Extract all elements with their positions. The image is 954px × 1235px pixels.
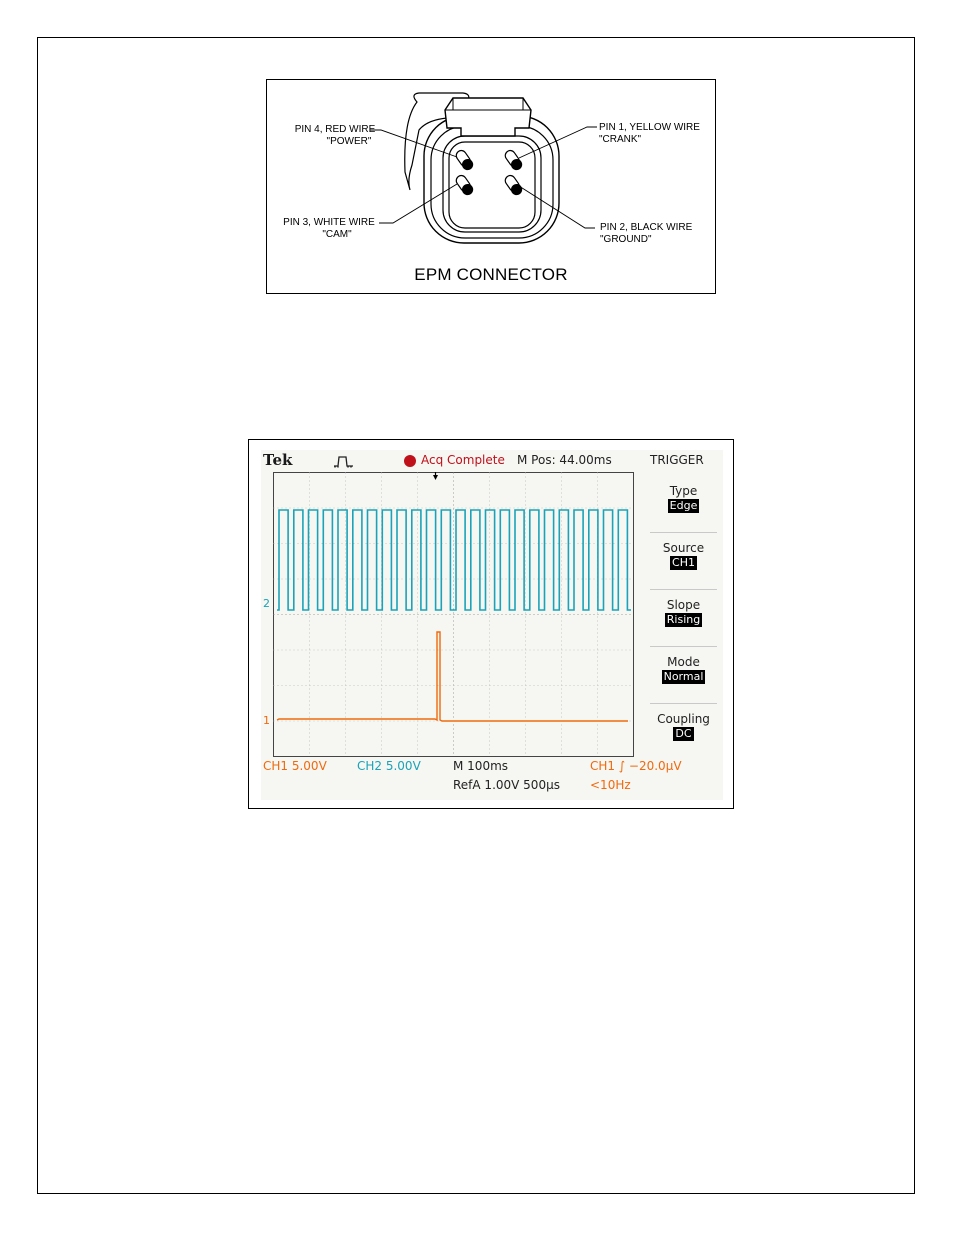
pin1-function: "CRANK": [599, 134, 642, 145]
pin4-label: [279, 124, 391, 148]
pin2-name: PIN 2, BLACK WIRE: [600, 222, 693, 233]
acquisition-status-icon: [404, 455, 416, 467]
connector-caption: EPM CONNECTOR: [414, 265, 568, 284]
ch2-ground-marker: 2: [263, 597, 270, 610]
menu-label: Slope: [666, 598, 701, 612]
pin1-label: [599, 122, 700, 146]
menu-value: Rising: [666, 613, 701, 626]
pin1-name: PIN 1, YELLOW WIRE: [599, 122, 700, 133]
menu-label: Type: [669, 484, 698, 498]
trigger-menu-mode[interactable]: [646, 655, 721, 684]
pin4-function: "POWER": [326, 136, 372, 147]
menu-title: TRIGGER: [650, 453, 704, 467]
trigger-menu-type[interactable]: [646, 484, 721, 513]
menu-value: DC: [675, 727, 692, 740]
menu-separator: [650, 646, 717, 647]
epm-connector-figure: [266, 79, 716, 294]
waveform-display: [273, 472, 635, 758]
trigger-menu-slope[interactable]: [646, 598, 721, 627]
trigger-menu-coupling[interactable]: [646, 712, 721, 741]
menu-separator: [650, 703, 717, 704]
pin4-name: PIN 4, RED WIRE: [294, 124, 376, 135]
ch1-scale: CH1 5.00V: [263, 759, 327, 773]
frequency-readout: <10Hz: [590, 778, 631, 792]
menu-separator: [650, 532, 717, 533]
pin3-name: PIN 3, WHITE WIRE: [283, 217, 375, 228]
connector-drawing: [267, 80, 717, 295]
pin2-label: [600, 222, 692, 246]
menu-value: CH1: [672, 556, 695, 569]
scope-screen: [261, 450, 723, 800]
menu-value: Normal: [663, 670, 704, 683]
trigger-menu-source[interactable]: [646, 541, 721, 570]
oscilloscope-figure: [248, 439, 734, 809]
pin3-function: "CAM": [322, 229, 352, 240]
pulse-trigger-icon: [333, 454, 355, 468]
ch2-scale: CH2 5.00V: [357, 759, 421, 773]
timebase-readout: M 100ms: [453, 759, 509, 773]
trigger-level-readout: CH1 ∫ −20.0µV: [590, 759, 682, 773]
reference-readout: RefA 1.00V 500µs: [453, 778, 560, 792]
pin2-function: "GROUND": [600, 234, 652, 245]
horizontal-position: M Pos: 44.00ms: [517, 453, 612, 467]
menu-separator: [650, 589, 717, 590]
menu-label: Mode: [667, 655, 700, 669]
menu-label: Coupling: [657, 712, 710, 726]
ch1-ground-marker: 1: [263, 714, 270, 727]
menu-label: Source: [662, 541, 705, 555]
acquisition-status: Acq Complete: [421, 453, 505, 467]
menu-value: Edge: [669, 499, 698, 512]
pin3-label: [273, 217, 385, 241]
scope-brand: Tek: [263, 451, 293, 469]
